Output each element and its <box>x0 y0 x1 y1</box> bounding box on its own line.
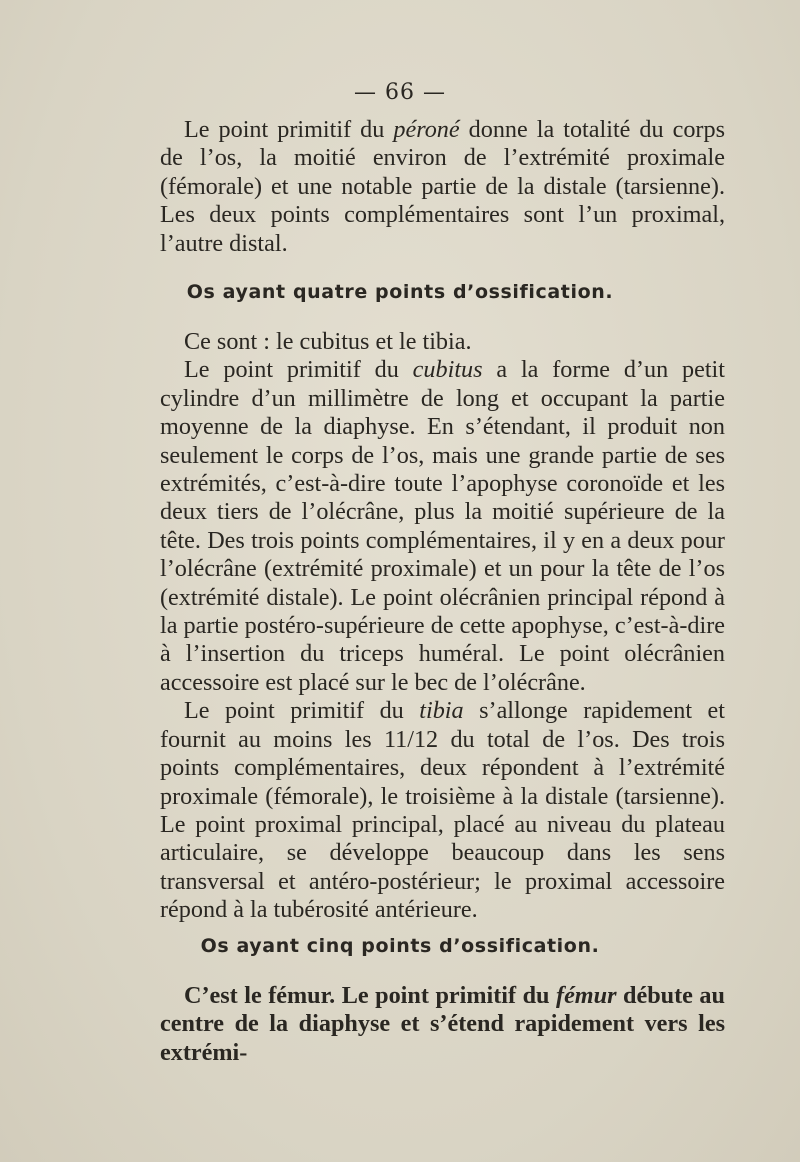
text-run: Le point primitif du <box>184 697 420 725</box>
text-run: Le point primitif du <box>184 116 394 143</box>
term-femur: fémur <box>556 982 617 1009</box>
text-run: débute au centre de la diaphyse et s’étend rapidement vers les extrémi- <box>160 982 725 1066</box>
text-run: s’allonge rapidement et fournit au moins les 11/12 du total de l’os. Des trois points complémentaires, deux répondent à l’extrémité proximale (fémorale), le troisième à la distale (tarsienne). Le point proximal principal, placé au niveau du plateau articulaire, se développe beaucoup dans les sens transversal et antéro-postérieur; le proximal accessoire répond à la tubérosité antérieure. <box>160 697 725 924</box>
text-run: C’est le fémur. Le point primitif du <box>184 982 557 1009</box>
section-heading-quatre: Os ayant quatre points d’ossification. <box>186 281 614 303</box>
text-run: Le point primitif du <box>184 356 413 384</box>
term-tibia: tibia <box>419 697 464 725</box>
section-body-quatre <box>160 328 725 925</box>
intro-text: Ce sont : le cubitus et le tibia. <box>184 328 472 355</box>
section-heading-cinq: Os ayant cinq points d’ossification. <box>200 935 600 957</box>
perone-text <box>160 116 725 258</box>
term-perone: péroné <box>393 116 460 143</box>
page-number: — 66 — <box>354 80 446 105</box>
text-run: a la forme d’un petit cylindre d’un millimètre de long et occupant la partie moyenne de la diaphyse. En s’étendant, il produit non seulement le corps de l’os, mais une grande partie de ses extrémités, c’est-à-dire toute l’apophyse coronoïde et les deux tiers de l’olécrâne, plus la moitié supérieure de la tête. Des trois points complémentaires, il y en a deux pour l’olécrâne (extrémité proximale) et un pour la tête de l’os (extrémité distale). Le point olécrânien principal répond à la partie postéro-supérieure de cette apophyse, c’est-à-dire à l’insertion du triceps huméral. Le point olécrânien accessoire est placé sur le bec de l’olécrâne. <box>160 356 725 696</box>
section-body-cinq <box>160 982 725 1067</box>
term-cubitus: cubitus <box>412 356 483 384</box>
paragraph-perone <box>160 116 725 258</box>
cubitus-paragraph <box>160 356 725 697</box>
tibia-paragraph <box>160 697 725 924</box>
femur-paragraph <box>160 982 725 1067</box>
text-run: donne la totalité du corps de l’os, la moitié environ de l’extrémité proximale (fémorale) et une notable partie de la distale (tarsienne). Les deux points complémentaires sont l’un proximal, l’autre distal. <box>160 116 725 257</box>
